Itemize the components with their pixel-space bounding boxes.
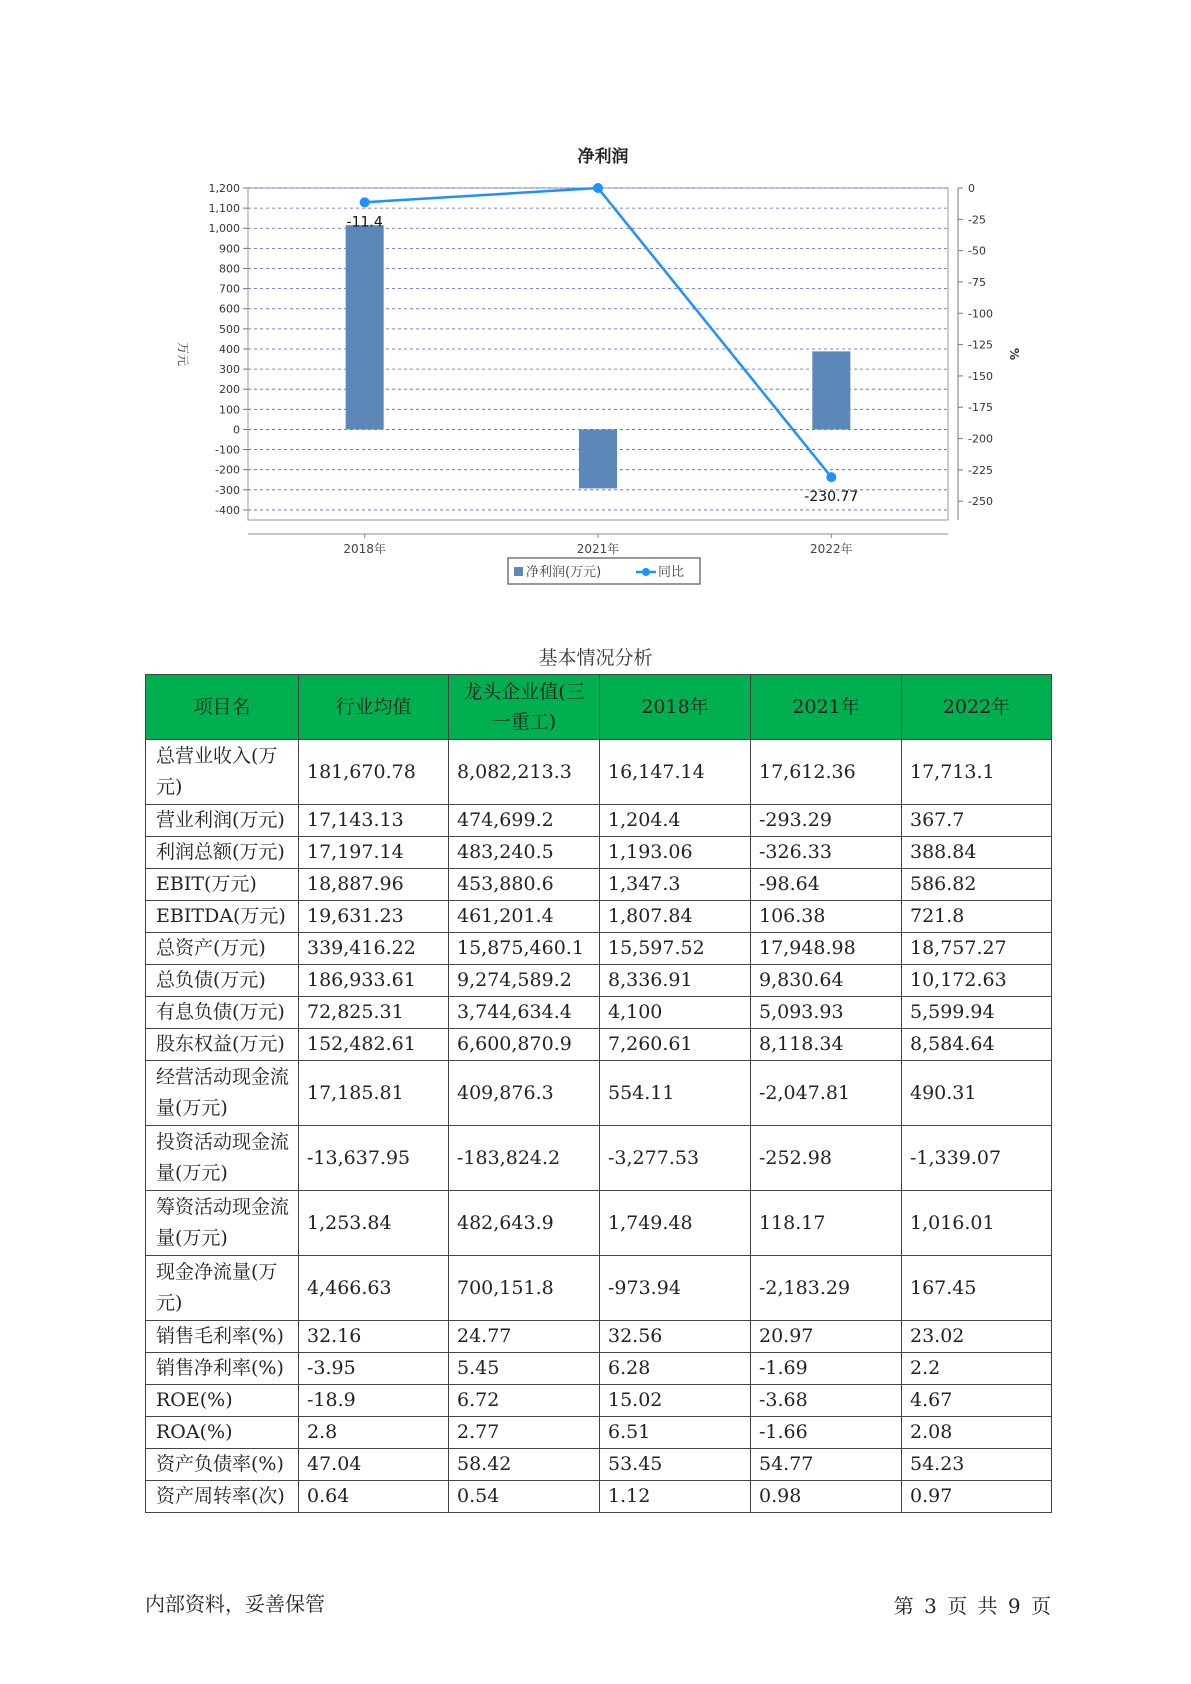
row-label-cell: 有息负债(万元): [146, 997, 299, 1029]
line-point: [826, 472, 836, 482]
value-cell: 181,670.78: [299, 740, 449, 805]
table-row: [146, 933, 1052, 965]
value-cell: 453,880.6: [449, 869, 600, 901]
value-cell: 17,948.98: [751, 933, 902, 965]
value-cell: 482,643.9: [449, 1191, 600, 1256]
value-cell: 490.31: [902, 1061, 1052, 1126]
value-cell: -3,277.53: [600, 1126, 751, 1191]
value-cell: 18,887.96: [299, 869, 449, 901]
value-cell: -1,339.07: [902, 1126, 1052, 1191]
value-cell: 4.67: [902, 1385, 1052, 1417]
table-row: [146, 1061, 1052, 1126]
legend-bar-label: 净利润(万元): [526, 565, 602, 580]
legend-line-marker: [642, 568, 650, 576]
value-cell: 700,151.8: [449, 1256, 600, 1321]
value-cell: 53.45: [600, 1449, 751, 1481]
value-cell: 17,143.13: [299, 805, 449, 837]
y2-tick-label: -50: [968, 244, 986, 258]
y-tick-label: -300: [215, 483, 240, 497]
row-label-cell: 投资活动现金流量(万元): [146, 1126, 299, 1191]
y2-tick-label: -225: [968, 463, 993, 477]
row-label-cell: 股东权益(万元): [146, 1029, 299, 1061]
value-cell: 5.45: [449, 1353, 600, 1385]
y-tick-label: 1,200: [208, 182, 240, 195]
value-cell: 32.16: [299, 1321, 449, 1353]
value-cell: 17,612.36: [751, 740, 902, 805]
header-cell: 项目名: [146, 675, 299, 740]
y2-tick-label: -175: [968, 401, 993, 415]
line-point: [593, 183, 603, 193]
value-cell: 0.64: [299, 1481, 449, 1513]
y-tick-label: 600: [219, 302, 240, 316]
header-cell: 2022年: [902, 675, 1052, 740]
value-cell: -1.66: [751, 1417, 902, 1449]
table-row: [146, 965, 1052, 997]
value-cell: -18.9: [299, 1385, 449, 1417]
table-row: [146, 1321, 1052, 1353]
table-row: [146, 997, 1052, 1029]
table-row: [146, 1449, 1052, 1481]
value-cell: -326.33: [751, 837, 902, 869]
y2-tick-label: -75: [968, 275, 986, 289]
y2-tick-label: -100: [968, 307, 993, 321]
value-cell: 483,240.5: [449, 837, 600, 869]
value-cell: -183,824.2: [449, 1126, 600, 1191]
value-cell: 1,193.06: [600, 837, 751, 869]
y2-tick-label: -200: [968, 432, 993, 446]
value-cell: 58.42: [449, 1449, 600, 1481]
table-row: [146, 1417, 1052, 1449]
y2-tick-label: 0: [968, 182, 975, 195]
value-cell: 1,016.01: [902, 1191, 1052, 1256]
value-cell: 17,185.81: [299, 1061, 449, 1126]
value-cell: 7,260.61: [600, 1029, 751, 1061]
value-cell: -2,183.29: [751, 1256, 902, 1321]
value-cell: 721.8: [902, 901, 1052, 933]
value-cell: 18,757.27: [902, 933, 1052, 965]
bar: [579, 429, 617, 488]
x-tick-label: 2022年: [810, 542, 853, 556]
value-cell: 15,597.52: [600, 933, 751, 965]
value-cell: 15,875,460.1: [449, 933, 600, 965]
value-cell: 8,118.34: [751, 1029, 902, 1061]
value-cell: 6,600,870.9: [449, 1029, 600, 1061]
y-tick-label: 900: [219, 242, 240, 256]
value-cell: 5,599.94: [902, 997, 1052, 1029]
y-tick-label: -400: [215, 503, 240, 517]
table-row: [146, 1256, 1052, 1321]
y-tick-label: 1,100: [208, 202, 240, 216]
row-label-cell: 总资产(万元): [146, 933, 299, 965]
x-tick-label: 2021年: [576, 542, 620, 556]
value-cell: 2.77: [449, 1417, 600, 1449]
table-title: 基本情况分析: [538, 647, 653, 669]
value-cell: 3,744,634.4: [449, 997, 600, 1029]
value-cell: 2.8: [299, 1417, 449, 1449]
value-cell: 1,749.48: [600, 1191, 751, 1256]
table-row: [146, 1353, 1052, 1385]
net-profit-chart: [160, 130, 1021, 600]
data-label: -230.77: [804, 489, 859, 506]
value-cell: -2,047.81: [751, 1061, 902, 1126]
value-cell: 388.84: [902, 837, 1052, 869]
value-cell: 167.45: [902, 1256, 1052, 1321]
table-row: [146, 1191, 1052, 1256]
row-label-cell: EBIT(万元): [146, 869, 299, 901]
value-cell: 20.97: [751, 1321, 902, 1353]
legend-line-label: 同比: [658, 565, 685, 580]
row-label-cell: 利润总额(万元): [146, 837, 299, 869]
value-cell: 17,713.1: [902, 740, 1052, 805]
row-label-cell: 总负债(万元): [146, 965, 299, 997]
value-cell: 474,699.2: [449, 805, 600, 837]
value-cell: 186,933.61: [299, 965, 449, 997]
value-cell: 0.97: [902, 1481, 1052, 1513]
value-cell: 54.23: [902, 1449, 1052, 1481]
legend-bar-swatch: [514, 567, 523, 576]
value-cell: 554.11: [600, 1061, 751, 1126]
table-row: [146, 805, 1052, 837]
value-cell: 4,100: [600, 997, 751, 1029]
y2-axis-label: %: [1007, 347, 1021, 361]
value-cell: 1,204.4: [600, 805, 751, 837]
row-label-cell: 现金净流量(万元): [146, 1256, 299, 1321]
value-cell: 16,147.14: [600, 740, 751, 805]
row-label-cell: 筹资活动现金流量(万元): [146, 1191, 299, 1256]
table-row: [146, 1385, 1052, 1417]
table-row: [146, 1126, 1052, 1191]
value-cell: 586.82: [902, 869, 1052, 901]
header-cell: 2021年: [751, 675, 902, 740]
y-tick-label: 300: [219, 363, 240, 377]
row-label-cell: 销售净利率(%): [146, 1353, 299, 1385]
data-label: -11.4: [346, 214, 383, 231]
y-tick-label: -200: [215, 463, 240, 477]
value-cell: 409,876.3: [449, 1061, 600, 1126]
value-cell: 1.12: [600, 1481, 751, 1513]
header-cell: 行业均值: [299, 675, 449, 740]
y-tick-label: 0: [233, 423, 240, 437]
value-cell: 23.02: [902, 1321, 1052, 1353]
chart-title: 净利润: [577, 147, 629, 167]
value-cell: 2.08: [902, 1417, 1052, 1449]
y-tick-label: 1,000: [208, 222, 240, 236]
table-row: [146, 869, 1052, 901]
value-cell: 8,584.64: [902, 1029, 1052, 1061]
value-cell: -98.64: [751, 869, 902, 901]
y-tick-label: 200: [219, 383, 240, 397]
y-tick-label: 100: [219, 403, 240, 417]
row-label-cell: 营业利润(万元): [146, 805, 299, 837]
value-cell: 152,482.61: [299, 1029, 449, 1061]
value-cell: 8,082,213.3: [449, 740, 600, 805]
value-cell: 367.7: [902, 805, 1052, 837]
value-cell: 8,336.91: [600, 965, 751, 997]
value-cell: 2.2: [902, 1353, 1052, 1385]
value-cell: 5,093.93: [751, 997, 902, 1029]
row-label-cell: 资产周转率(次): [146, 1481, 299, 1513]
value-cell: 72,825.31: [299, 997, 449, 1029]
y2-tick-label: -125: [968, 338, 993, 352]
value-cell: 4,466.63: [299, 1256, 449, 1321]
value-cell: 24.77: [449, 1321, 600, 1353]
value-cell: 6.72: [449, 1385, 600, 1417]
value-cell: 1,253.84: [299, 1191, 449, 1256]
x-tick-label: 2018年: [343, 542, 386, 556]
row-label-cell: ROE(%): [146, 1385, 299, 1417]
value-cell: 339,416.22: [299, 933, 449, 965]
header-cell: 龙头企业值(三一重工): [449, 675, 600, 740]
value-cell: 118.17: [751, 1191, 902, 1256]
header-cell: 2018年: [600, 675, 751, 740]
table-row: [146, 1029, 1052, 1061]
value-cell: 6.28: [600, 1353, 751, 1385]
row-label-cell: 总营业收入(万元): [146, 740, 299, 805]
row-label-cell: EBITDA(万元): [146, 901, 299, 933]
value-cell: -293.29: [751, 805, 902, 837]
table-header-row: [146, 675, 1052, 740]
value-cell: 0.98: [751, 1481, 902, 1513]
table-row: [146, 1481, 1052, 1513]
value-cell: 9,274,589.2: [449, 965, 600, 997]
value-cell: -252.98: [751, 1126, 902, 1191]
value-cell: 19,631.23: [299, 901, 449, 933]
y-axis-label: 万元: [176, 341, 190, 367]
value-cell: 54.77: [751, 1449, 902, 1481]
table-row: [146, 901, 1052, 933]
value-cell: 15.02: [600, 1385, 751, 1417]
footer-confidential: 内部资料，妥善保管: [145, 1592, 325, 1616]
row-label-cell: 资产负债率(%): [146, 1449, 299, 1481]
value-cell: 461,201.4: [449, 901, 600, 933]
bar: [812, 351, 850, 429]
value-cell: 17,197.14: [299, 837, 449, 869]
value-cell: -3.68: [751, 1385, 902, 1417]
row-label-cell: ROA(%): [146, 1417, 299, 1449]
y-tick-label: 500: [219, 322, 240, 336]
value-cell: -13,637.95: [299, 1126, 449, 1191]
value-cell: 10,172.63: [902, 965, 1052, 997]
value-cell: 1,807.84: [600, 901, 751, 933]
row-label-cell: 经营活动现金流量(万元): [146, 1061, 299, 1126]
value-cell: -1.69: [751, 1353, 902, 1385]
y2-tick-label: -250: [968, 495, 993, 509]
value-cell: 1,347.3: [600, 869, 751, 901]
y-tick-label: 400: [219, 342, 240, 356]
value-cell: -3.95: [299, 1353, 449, 1385]
basic-analysis-table: [145, 674, 1052, 1513]
footer-page-number: 第 3 页 共 9 页: [893, 1594, 1051, 1618]
y2-tick-label: -150: [968, 369, 993, 383]
value-cell: -973.94: [600, 1256, 751, 1321]
value-cell: 0.54: [449, 1481, 600, 1513]
y-tick-label: -100: [215, 443, 240, 457]
row-label-cell: 销售毛利率(%): [146, 1321, 299, 1353]
value-cell: 32.56: [600, 1321, 751, 1353]
line-point: [360, 197, 370, 207]
table-row: [146, 740, 1052, 805]
value-cell: 47.04: [299, 1449, 449, 1481]
y-tick-label: 700: [219, 282, 240, 296]
bar: [346, 225, 384, 429]
value-cell: 6.51: [600, 1417, 751, 1449]
value-cell: 9,830.64: [751, 965, 902, 997]
y-tick-label: 800: [219, 262, 240, 276]
table-row: [146, 837, 1052, 869]
y2-tick-label: -25: [968, 213, 986, 227]
value-cell: 106.38: [751, 901, 902, 933]
